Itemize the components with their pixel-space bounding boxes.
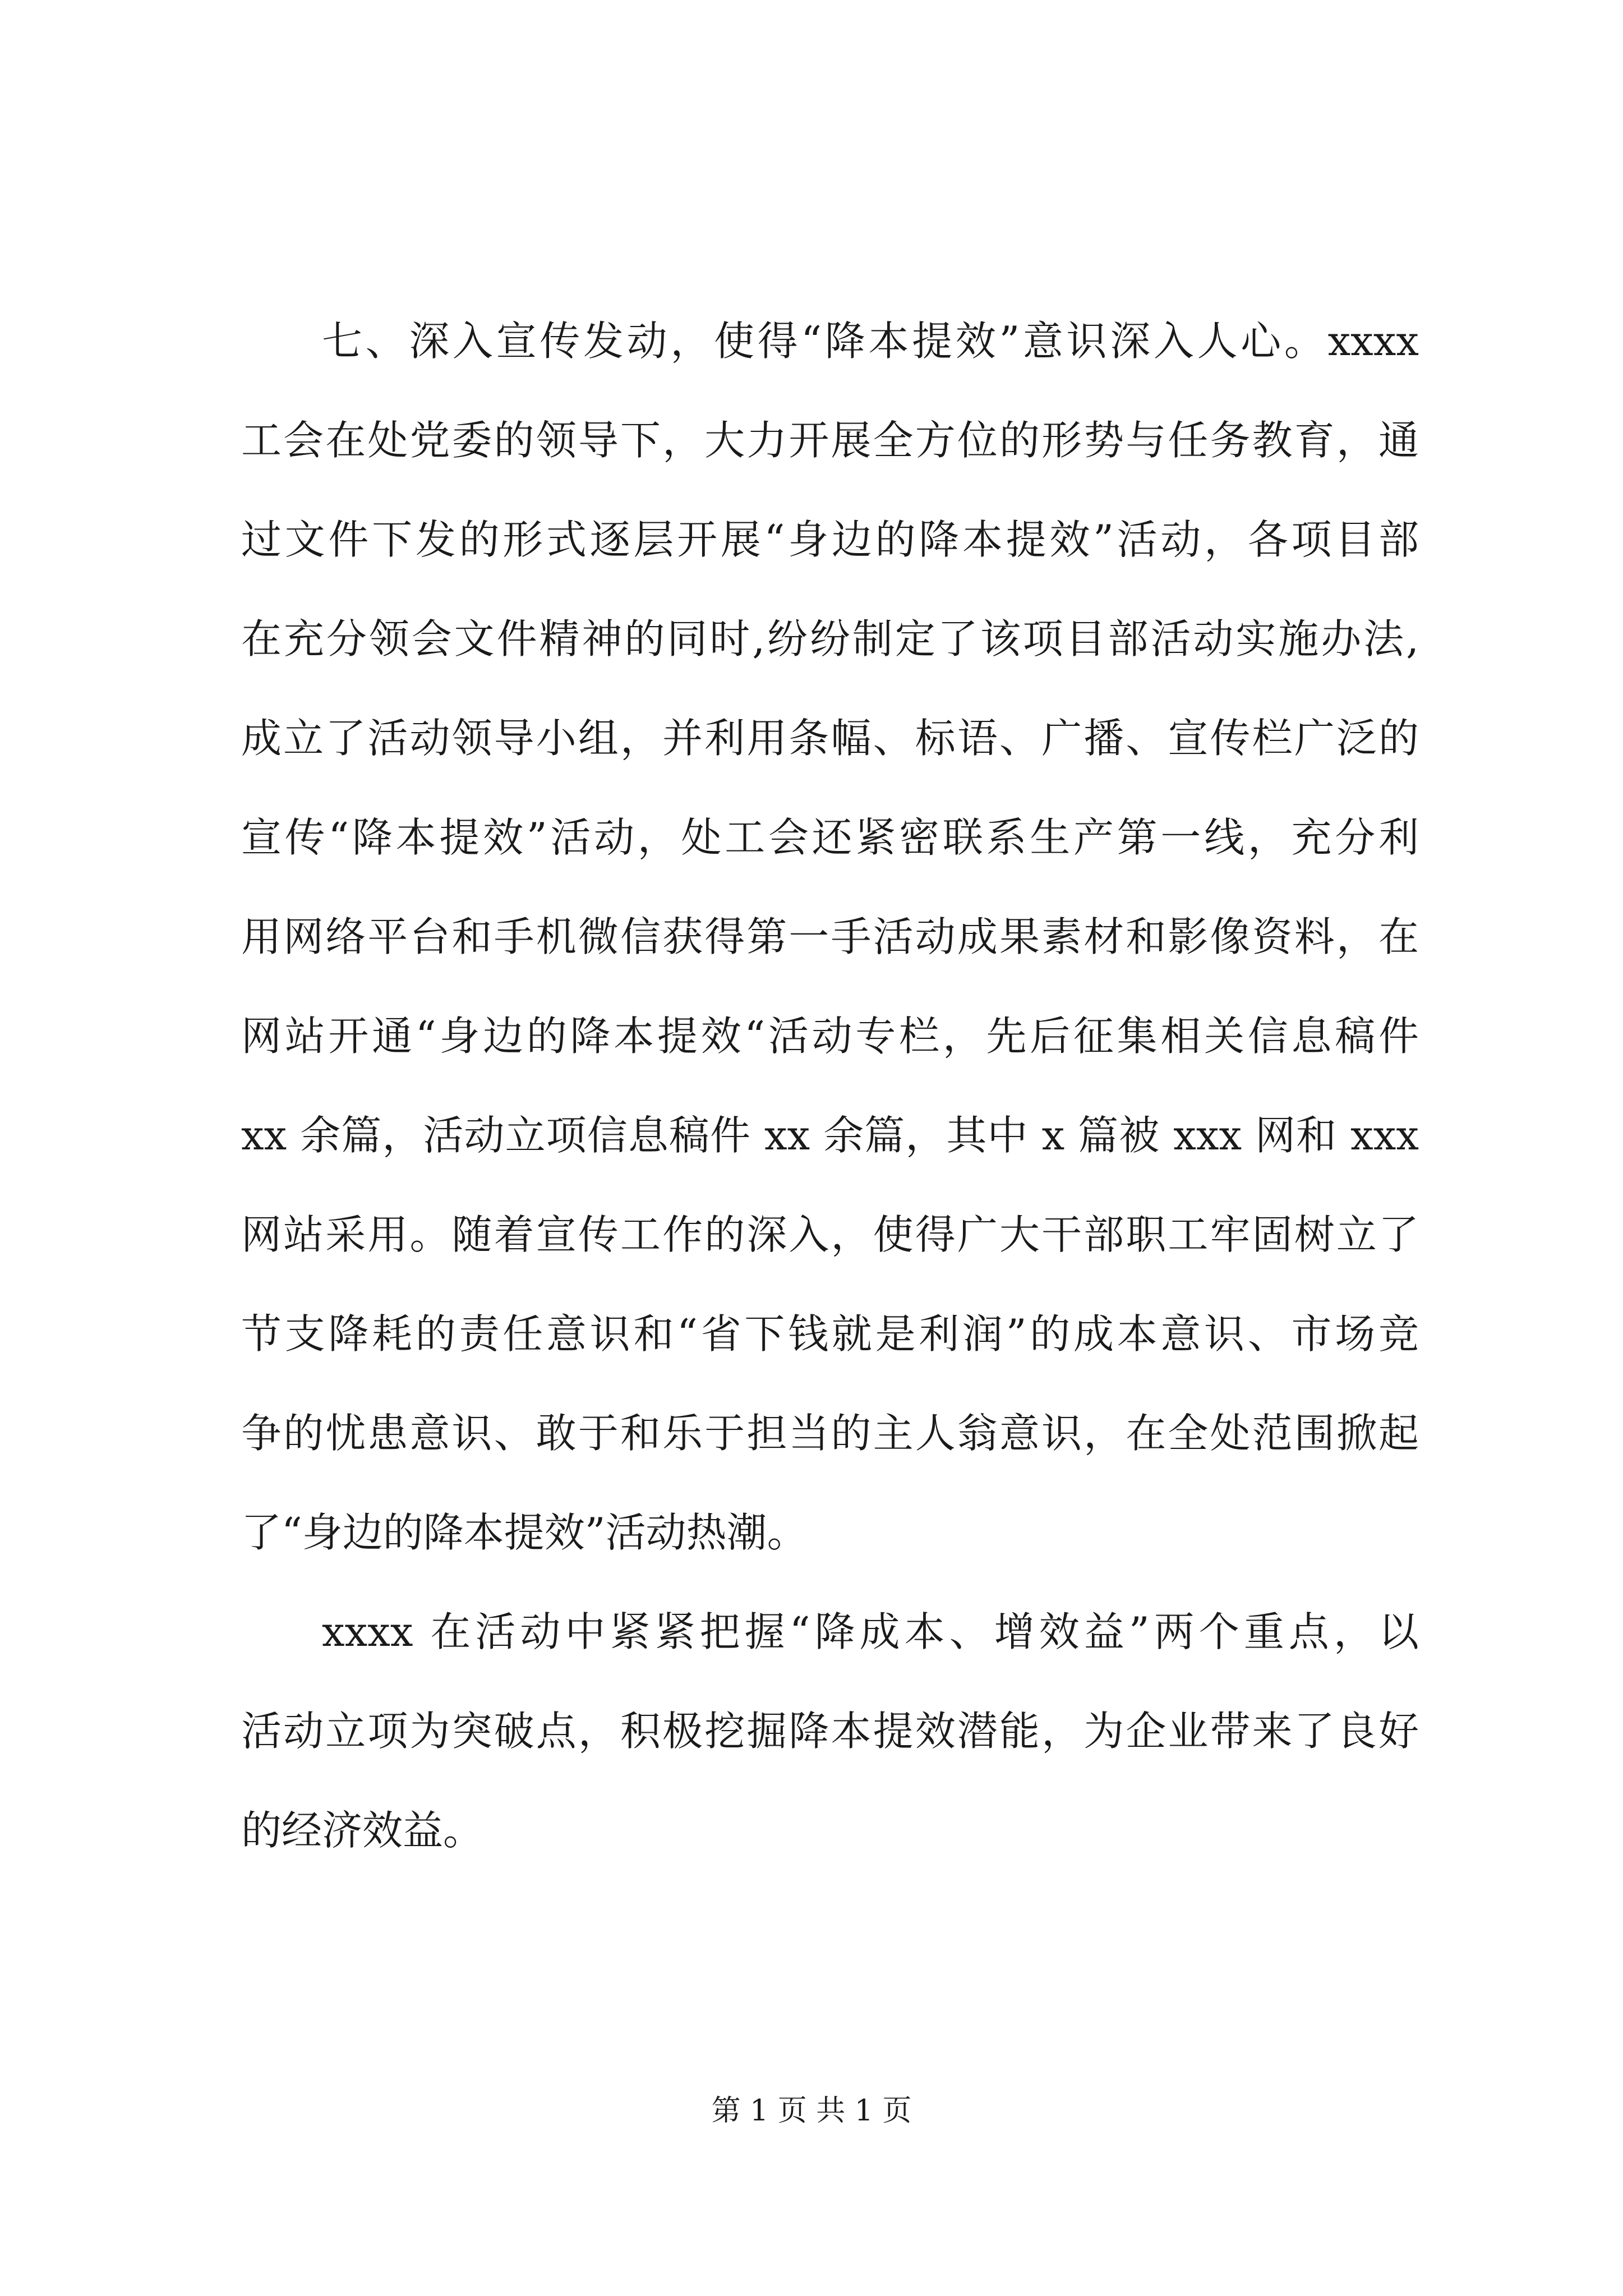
text-line: 了“身边的降本提效”活动热潮。 — [241, 1509, 808, 1556]
text-line: 工会在处党委的领导下，大力开展全方位的形势与任务教育，通 — [241, 417, 1419, 464]
paragraph-1 — [241, 292, 1419, 1582]
document-body — [241, 292, 1419, 1880]
text-line: 过文件下发的形式逐层开展“身边的降本提效”活动，各项目部 — [241, 516, 1419, 563]
paragraph-2 — [241, 1582, 1419, 1880]
text-line: 争的忧患意识、敢于和乐于担当的主人翁意识，在全处范围掀起 — [241, 1410, 1419, 1457]
text-line: 的经济效益。 — [241, 1807, 484, 1854]
text-line: xxxx 在活动中紧紧把握“降成本、增效益”两个重点，以 — [322, 1608, 1419, 1655]
text-line: 用网络平台和手机微信获得第一手活动成果素材和影像资料，在 — [241, 913, 1419, 960]
text-line: 网站开通“身边的降本提效“活动专栏，先后征集相关信息稿件 — [241, 1013, 1419, 1060]
text-line: 活动立项为突破点，积极挖掘降本提效潜能，为企业带来了良好 — [241, 1708, 1419, 1755]
text-line: 宣传“降本提效”活动，处工会还紧密联系生产第一线，充分利 — [241, 814, 1419, 861]
text-line: 成立了活动领导小组，并利用条幅、标语、广播、宣传栏广泛的 — [241, 715, 1419, 762]
text-line: 七、深入宣传发动，使得“降本提效”意识深入人心。xxxx — [322, 318, 1419, 365]
text-line: 节支降耗的责任意识和“省下钱就是利润”的成本意识、市场竞 — [241, 1310, 1419, 1358]
text-line: xx 余篇，活动立项信息稿件 xx 余篇，其中 x 篇被 xxx 网和 xxx — [241, 1112, 1419, 1159]
text-line: 在充分领会文件精神的同时,纷纷制定了该项目部活动实施办法, — [241, 615, 1419, 662]
text-line: 网站采用。随着宣传工作的深入，使得广大干部职工牢固树立了 — [241, 1211, 1419, 1258]
page-number-footer: 第 1 页 共 1 页 — [711, 2094, 912, 2128]
